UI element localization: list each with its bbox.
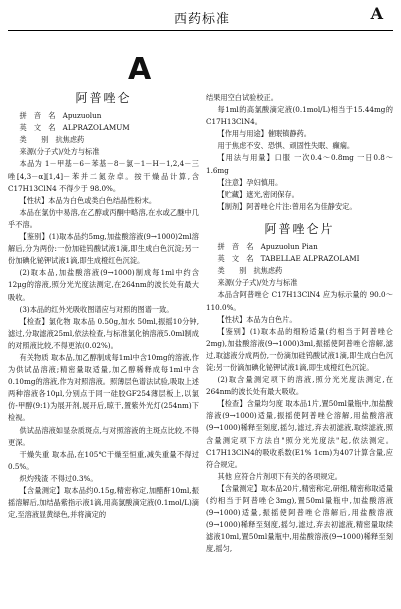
dosage-line: 【用法与用量】口服 一次0.4～0.8mg 一日0.8～1.6mg bbox=[206, 153, 393, 175]
left-column bbox=[8, 92, 199, 521]
page-header-letter: A bbox=[370, 4, 383, 23]
tablet-source-line: 来源(分子式)/处方与标准 bbox=[217, 278, 298, 288]
header-rule bbox=[8, 30, 393, 31]
preparations-line: 【制剂】阿普唑仑片注:曾用名为佳静安定。 bbox=[217, 201, 357, 211]
indication-line: 用于焦虑不安、恐惧、顽固性失眠、癫痫。 bbox=[217, 141, 355, 151]
tablet-other-paragraph: 其他 应符合片剂项下有关的各项规定。 bbox=[217, 471, 342, 481]
identification-2-paragraph: (2)取本品,加盐酸溶液(9→1000)制成每1ml中约含12μg的溶液,照分光光度法测定,在264nm的波长处有最大吸收。 bbox=[8, 268, 199, 302]
tablet-assay-paragraph: 【含量测定】取本品20片,精密称定,研细,精密称取适量(约相当于阿普唑仑3mg),置50ml量瓶中,加盐酸溶液(9→1000)适量,振摇使阿普唑仑溶解后,用盐酸溶液(9→1000)稀释至刻度,摇匀,滤过,弃去初滤液,精密量取续滤液10ml,置50ml量瓶中,用盐酸溶液(9→1000)稀释至刻度,摇匀, bbox=[206, 483, 393, 554]
caution-line: 【注意】孕妇慎用。 bbox=[217, 177, 283, 187]
tablet-uniformity-paragraph: 【检查】含量均匀度 取本品1片,置50ml量瓶中,加盐酸溶液(9→1000)适量,振摇使阿普唑仑溶解,用盐酸溶液(9→1000)稀释至刻度,摇匀,滤过,弃去初滤液,取续滤液,照含量测定项下方法自"照分光光度法"起,依法测定。C17H13ClN4的吸收系数(E1% 1cm)为407计算含量,应符合规定。 bbox=[206, 399, 393, 469]
impurity-spot-paragraph: 供试品溶液如显杂质斑点,与对照溶液的主斑点比较,不得更深。 bbox=[8, 425, 199, 447]
residue-on-ignition-paragraph: 炽灼残渣 不得过0.3%。 bbox=[19, 473, 98, 483]
related-substances-paragraph: 有关物质 取本品,加乙醇制成每1ml中含10mg的溶液,作为供试品溶液;精密量取适量,加乙醇稀释成每1ml中含0.10mg的溶液,作为对照溶液。照薄层色谱法试验,吸取上述两种溶液各10μl,分别点于同一硅胶GF254薄层板上,以氯仿-甲醇(9:1)为展开剂,展开后,晾干,置紫外光灯(254nm)下检视。 bbox=[8, 352, 199, 423]
tablet-description-line: 【性状】本品为白色片。 bbox=[217, 314, 297, 324]
source-line: 来源(分子式)/处方与标准 bbox=[19, 147, 100, 157]
identification-1-paragraph: 【鉴别】(1)取本品约5mg,加盐酸溶液(9→1000)2ml溶解后,分为两份:一份加硅钨酸试液1滴,即生成白色沉淀;另一份加碘化铋钾试液1滴,即生成橙红色沉淀。 bbox=[8, 232, 199, 266]
chloride-test-paragraph: 【检查】氯化物 取本品 0.50g,加水 50ml,振摇10分钟,滤过,分取滤液25ml,依法检查,与标准氯化钠溶液5.0ml制成的对照液比较,不得更浓(0.02%)。 bbox=[8, 316, 199, 350]
tablet-english-name-line: 英 文 名 TABELLAE ALPRAZOLAMI bbox=[217, 254, 360, 264]
description-paragraph: 【性状】本品为白色或类白色结晶性粉末。 bbox=[19, 195, 157, 205]
identification-3-paragraph: (3)本品的红外光吸收图谱应与对照的图谱一致。 bbox=[19, 304, 174, 314]
tablet-category-line: 类 别 抗焦虑药 bbox=[217, 266, 283, 276]
tablet-identification-1-paragraph: 【鉴别】(1)取本品的细粉适量(约相当于阿普唑仑2mg),加盐酸溶液(9→1000)3ml,振摇使阿普唑仑溶解,滤过,取滤液分成两份,一份滴加硅钨酸试液1滴,即生成白色沉淀;另一份滴加碘化铋钾试液1滴,即生成橙红色沉淀。 bbox=[206, 326, 393, 372]
storage-line: 【贮藏】遮光,密闭保存。 bbox=[217, 189, 299, 199]
pinyin-line: 拼 音 名 Apuzuolun bbox=[19, 111, 102, 121]
titrant-equivalence-paragraph: 每1ml的高氯酸滴定液(0.1mol/L)相当于15.44mg的C17H13ClN4。 bbox=[206, 105, 393, 127]
tablet-content-paragraph: 本品含阿普唑仑 C17H13ClN4 应为标示量的 90.0～110.0%。 bbox=[206, 290, 393, 312]
solubility-paragraph: 本品在氯仿中易溶,在乙醇或丙酮中略溶,在水或乙醚中几乎不溶。 bbox=[8, 207, 199, 229]
loss-on-drying-paragraph: 干燥失重 取本品,在105℃干燥至恒重,减失重量不得过0.5%。 bbox=[8, 449, 199, 471]
tablet-identification-2-paragraph: (2)取含量测定项下的溶液,照分光光度法测定,在264nm的波长处有最大吸收。 bbox=[206, 375, 393, 397]
assay-continuation-line: 结果用空白试验校正。 bbox=[206, 93, 278, 102]
drug-title-alprazolam: 阿普唑仑 bbox=[75, 91, 132, 105]
category-line: 类 别 抗焦虑药 bbox=[19, 135, 85, 145]
assay-paragraph: 【含量测定】取本品约0.15g,精密称定,加醋酐10ml,振摇溶解后,加结晶紫指示液1滴,用高氯酸滴定液(0.1mol/L)滴定,至溶液显黄绿色,并将滴定的 bbox=[8, 486, 199, 520]
right-column bbox=[206, 92, 393, 555]
page-header-title: 西药标准 bbox=[174, 12, 231, 27]
english-name-line: 英 文 名 ALPRAZOLAMUM bbox=[19, 123, 130, 133]
drug-title-alprazolam-tablets: 阿普唑仑片 bbox=[264, 221, 335, 236]
action-use-line: 【作用与用途】催眠镇静药。 bbox=[217, 129, 311, 139]
section-letter: A bbox=[128, 52, 152, 87]
definition-paragraph: 本品为 1－甲基－6－苯基－8－氯－1－H－1,2,4－三唑[4,3－α][1,4]－苯并二氮杂卓。按干燥品计算,含 C17H13ClN4 不得少于 98.0%。 bbox=[8, 159, 199, 193]
tablet-pinyin-line: 拼 音 名 Apuzuolun Pian bbox=[217, 242, 318, 252]
